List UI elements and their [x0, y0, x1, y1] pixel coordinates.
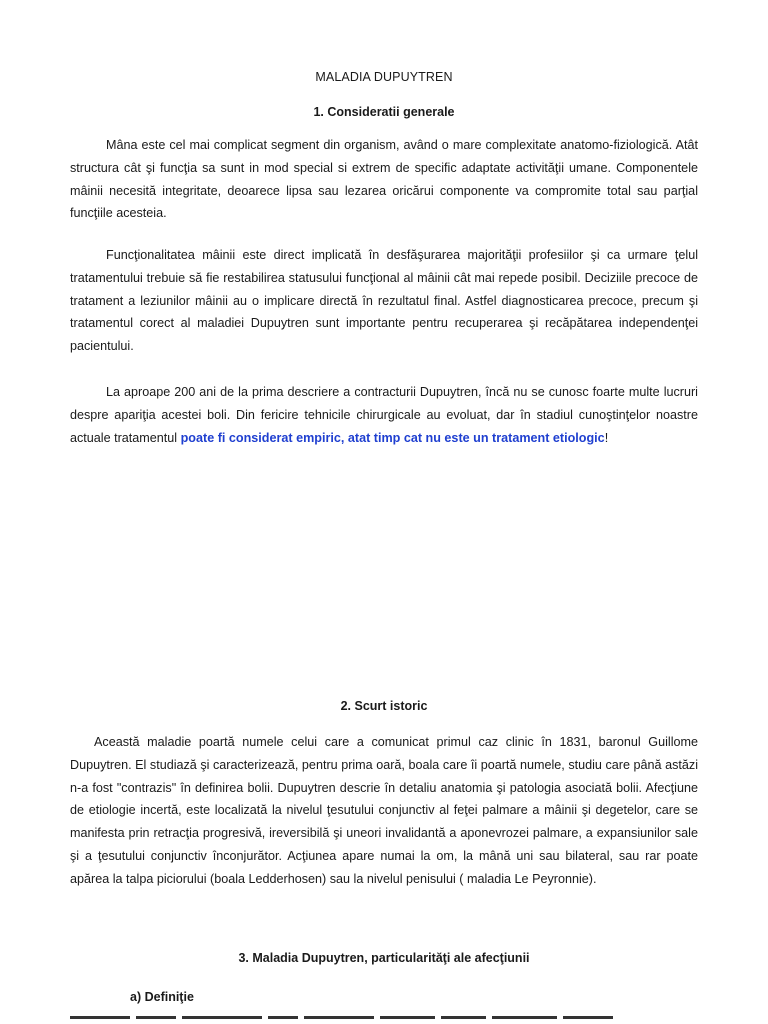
paragraph-3-highlight: poate fi considerat empiric, atat timp cat nu este un tratament etiologic [180, 430, 605, 445]
next-line-cutoff [70, 1016, 698, 1024]
section-2-paragraph-1: Această maladie poartă numele celui care a comunicat primul caz clinic în 1831, baronul Guillome Dupuytren. El studiază şi caracterizează, pentru prima oară, boala care îi poartă numele, studiu care până astăzi n-a fost "contrazis" în definirea bolii. Dupuytren descrie în detaliu anatomia şi patologia asociată bolii. Afecţiune de etiologie incertă, este localizată la nivelul ţesutului conjunctiv al feţei palmare a mâinii şi degetelor, care se manifesta prin retracţia progresivă, ireversibilă şi uneori invalidantă a aponevrozei palmare, a expansiunilor sale şi a ţesutului conjunctiv înconjurător. Acţiunea apare numai la om, la mână uni sau bilateral, sau rar poate apărea la talpa piciorului (boala Ledderhosen) sau la nivelul penisului ( maladia Le Peyronnie). [70, 735, 698, 886]
section-1-paragraph-1: Mâna este cel mai complicat segment din organism, având o mare complexitate anatomo-fiziologică. Atât structura cât şi funcţia sa sunt in mod special si extrem de specific adaptate activităţii umane. Componentele mâinii necesită integritate, deoarece lipsa sau lezarea oricărui componente va compromite total sau parţial funcţiile acesteia. [70, 138, 698, 221]
section-1-heading: 1. Consideratii generale [313, 105, 455, 119]
document-title: MALADIA DUPUYTREN [315, 70, 453, 84]
section-3-heading: 3. Maladia Dupuytren, particularităţi ale afecţiunii [238, 951, 530, 965]
section-1-paragraph-2: Funcţionalitatea mâinii este direct implicată în desfăşurarea majorităţii profesiilor şi ca urmare ţelul tratamentului trebuie să fie restabilirea statusului funcţional al mâinii cât mai repede posibil. Deciziile precoce de tratament a leziunilor mâinii au o implicare directă în rezultatul final. Astfel diagnosticarea precoce, precum şi tratamentul corect al maladiei Dupuytren sunt importante pentru recuperarea şi recăpătarea independenţei pacientului. [70, 248, 698, 354]
section-1-paragraph-3 [70, 381, 698, 449]
definition-subheading: a) Definiţie [130, 990, 194, 1004]
paragraph-3-end: ! [604, 430, 609, 445]
section-2-heading: 2. Scurt istoric [340, 699, 428, 713]
paragraph-3-text: La aproape 200 ani de la prima descriere a contracturii Dupuytren, încă nu se cunosc foarte multe lucruri despre apariţia acestei boli. Din fericire tehnicile chirurgicale au evoluat, dar în stadiul cunoştinţelor noastre actuale tratamentul [70, 385, 698, 445]
